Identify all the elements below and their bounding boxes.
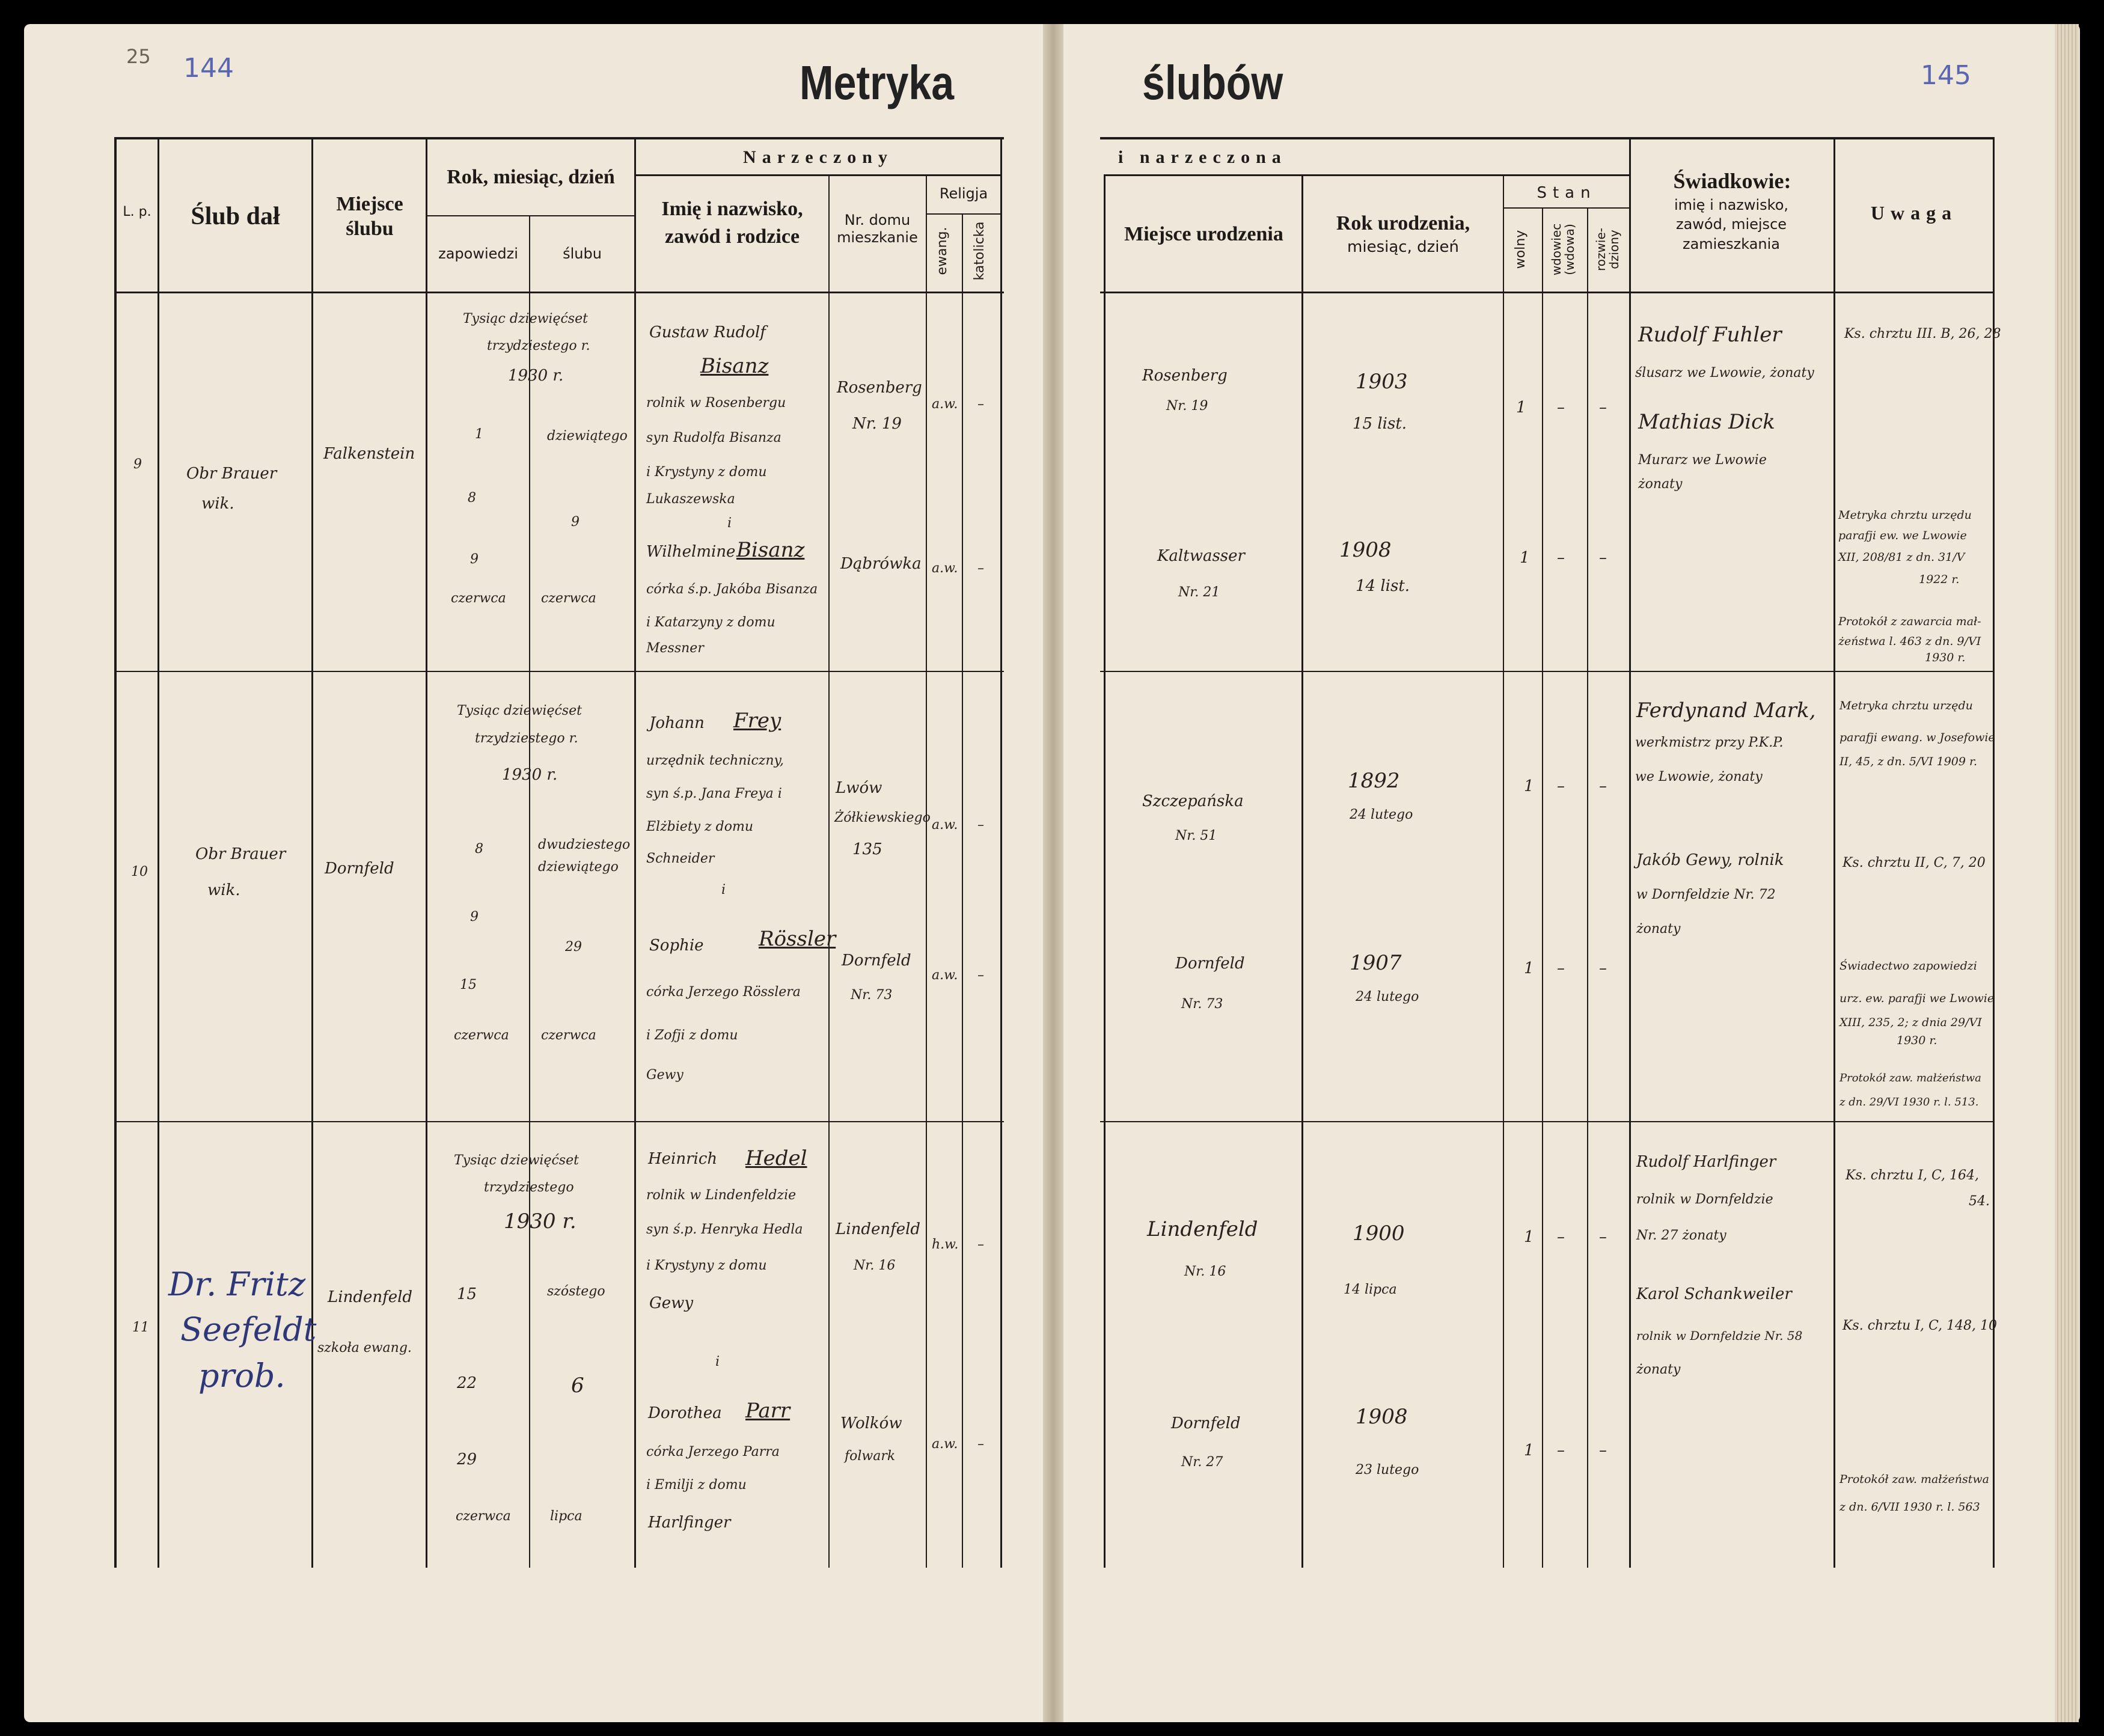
book-gutter [1043, 24, 1063, 1722]
entry-wedding-date: 6 [571, 1374, 584, 1398]
groom-stan-wdowiec: – [1557, 399, 1565, 417]
entry-officiant: wik. [207, 881, 240, 899]
header-rok-urodzenia-sub: miesiąc, dzień [1347, 238, 1459, 256]
bride-details: córka Jerzego Rösslera [646, 985, 801, 1000]
bride-religion: a.w. [932, 561, 958, 576]
groom-stan-wdowiec: – [1557, 1228, 1565, 1246]
conjunction: i [721, 882, 726, 897]
entry-officiant: wik. [201, 495, 234, 513]
groom-details: i Krystyny z domu [646, 1258, 767, 1273]
header-rok-urodzenia: Rok urodzenia, [1336, 212, 1470, 234]
groom-house: Rosenberg [837, 379, 922, 397]
groom-birthplace: Szczepańska [1142, 792, 1244, 810]
witness-name: Jakób Gewy, rolnik [1636, 851, 1784, 869]
column-line [1301, 174, 1303, 1568]
remark: Ks. chrztu I, C, 148, 10 [1843, 1318, 1997, 1333]
bride-birth-date: 14 list. [1356, 577, 1410, 595]
column-line [1000, 137, 1002, 1568]
groom-religion-dash: – [977, 818, 984, 833]
remark: parafji ew. we Lwowie [1838, 529, 1967, 542]
header-katolicka: katolicka [972, 221, 987, 281]
remark: parafji ewang. w Josefowie [1839, 731, 1995, 744]
entry-year: 1930 r. [508, 367, 564, 385]
column-line [1542, 207, 1543, 1568]
groom-birthplace: Nr. 19 [1166, 399, 1208, 414]
remark: Metryka chrztu urzędu [1838, 509, 1972, 522]
entry-year-text: Tysiąc dziewięćset [454, 1153, 579, 1168]
bride-surname: Parr [745, 1399, 791, 1423]
bride-details: Gewy [646, 1068, 683, 1083]
entry-banns: 15 [457, 1285, 477, 1303]
groom-surname: Hedel [745, 1146, 807, 1170]
groom-stan-wdowiec: – [1557, 777, 1565, 795]
column-line [1629, 137, 1631, 1568]
groom-name: Johann [649, 714, 705, 732]
header-miejsce-urodzenia: Miejsce urodzenia [1124, 223, 1283, 245]
bride-birth-year: 1908 [1339, 538, 1392, 562]
witness-details: rolnik w Dornfeldzie Nr. 58 [1636, 1328, 1803, 1343]
bride-religion: a.w. [932, 1437, 958, 1452]
table-top-border [114, 137, 1004, 139]
witness-details: Nr. 27 żonaty [1636, 1228, 1726, 1243]
bride-religion: a.w. [932, 968, 958, 983]
bride-stan-wdowiec: – [1557, 549, 1565, 567]
groom-birth-date: 24 lutego [1350, 807, 1413, 822]
remark: 1922 r. [1919, 573, 1960, 586]
bride-house: Dornfeld [842, 952, 911, 970]
header-imie: Imię i nazwisko, zawód i rodzice [661, 198, 803, 248]
remark: II, 45, z dn. 5/VI 1909 r. [1839, 755, 1978, 768]
bride-details: Harlfinger [648, 1514, 731, 1532]
remark: 1930 r. [1897, 1034, 1937, 1047]
remark: XII, 208/81 z dn. 31/V [1838, 551, 1965, 564]
remark: urz. ew. parafji we Lwowie [1839, 992, 1995, 1005]
groom-religion-dash: – [977, 1237, 984, 1252]
entry-year-text: Tysiąc dziewięćset [463, 311, 588, 326]
header-uwaga: Uwaga [1870, 202, 1958, 224]
groom-details: Schneider [646, 851, 715, 866]
entry-lp: 9 [133, 457, 142, 472]
remark: Świadectwo zapowiedzi [1839, 959, 1977, 973]
bride-details: i Zofji z domu [646, 1028, 738, 1043]
witness-name: Rudolf Harlfinger [1636, 1153, 1776, 1171]
entry-officiant: Dr. Fritz [168, 1265, 306, 1303]
groom-birth-date: 15 list. [1353, 415, 1407, 433]
header-wdowiec: wdowiec (wdowa) [1549, 223, 1577, 276]
column-line [828, 174, 830, 1568]
remark: 54. [1969, 1194, 1990, 1209]
header-miejsce-slubu: Miejsce ślubu [336, 193, 403, 240]
bride-birthplace: Dornfeld [1175, 955, 1245, 973]
witness-name: Mathias Dick [1638, 410, 1775, 434]
groom-details: syn ś.p. Henryka Hedla [646, 1222, 803, 1237]
groom-birth-year: 1892 [1348, 769, 1400, 793]
page-number-left: 144 [183, 53, 234, 84]
entry-wedding-date: szóstego [547, 1284, 605, 1299]
entry-banns: 9 [470, 909, 479, 925]
entry-banns: czerwca [456, 1509, 511, 1524]
bride-house: folwark [845, 1449, 896, 1464]
header-subline [426, 215, 634, 216]
entry-year-text: Tysiąc dziewięćset [457, 703, 582, 718]
bride-details: córka ś.p. Jakóba Bisanza [646, 582, 818, 597]
witness-details: werkmistrz przy P.K.P. [1635, 735, 1784, 750]
groom-house: Lindenfeld [836, 1220, 921, 1238]
groom-religion: a.w. [932, 397, 958, 412]
witness-details: rolnik w Dornfeldzie [1636, 1192, 1773, 1207]
bride-name: Wilhelmine [646, 543, 736, 561]
remark: XIII, 235, 2; z dnia 29/VI [1839, 1016, 1982, 1029]
remark: Ks. chrztu I, C, 164, [1846, 1168, 1980, 1183]
row-divider [114, 1121, 1004, 1122]
bride-details: Messner [646, 641, 704, 656]
groom-birth-date: 14 lipca [1344, 1282, 1397, 1297]
entry-wedding-place: Lindenfeld [328, 1288, 413, 1306]
groom-house: Nr. 16 [854, 1258, 896, 1273]
column-line [529, 215, 530, 1568]
entry-wedding-date: 29 [565, 940, 582, 955]
groom-details: Elżbiety z domu [646, 819, 754, 834]
page-number-small: 25 [126, 45, 151, 68]
entry-lp: 11 [132, 1320, 149, 1335]
bride-house: Dąbrówka [840, 555, 922, 573]
entry-wedding-date: lipca [550, 1509, 583, 1524]
header-nr-domu: Nr. domu mieszkanie [837, 212, 918, 246]
entry-year: 1930 r. [504, 1209, 576, 1233]
bride-details: i Katarzyny z domu [646, 615, 775, 630]
remark: Protokół zaw. małżeństwa [1839, 1072, 1981, 1084]
witness-details: żonaty [1638, 477, 1683, 492]
page-title-left: Metryka [800, 56, 955, 109]
bride-religion-dash: – [977, 1437, 984, 1452]
bride-name: Dorothea [648, 1404, 722, 1422]
row-divider [1100, 1121, 1993, 1122]
row-divider [114, 671, 1004, 672]
header-religja: Religja [939, 185, 988, 202]
column-line [114, 137, 117, 1568]
bride-birth-date: 24 lutego [1356, 989, 1419, 1004]
entry-lp: 10 [131, 864, 148, 879]
groom-name: Heinrich [648, 1150, 718, 1168]
witness-name: Karol Schankweiler [1636, 1285, 1792, 1303]
bride-name: Sophie [649, 937, 704, 955]
header-stan: Stan [1537, 184, 1597, 202]
groom-religion-dash: – [977, 397, 984, 412]
groom-house: 135 [852, 840, 882, 858]
table-top-border [1100, 137, 1993, 139]
entry-banns: czerwca [451, 591, 506, 606]
bride-religion-dash: – [977, 561, 984, 576]
column-line [311, 137, 313, 1568]
entry-wedding-place: Falkenstein [323, 445, 415, 463]
witness-details: w Dornfeldzie Nr. 72 [1636, 887, 1776, 902]
header-rozwiedziony: rozwie-dziony [1594, 228, 1621, 271]
groom-house: Żółkiewskiego [834, 810, 931, 825]
witness-details: ślusarz we Lwowie, żonaty [1635, 365, 1814, 381]
bride-stan-wolny: 1 [1520, 549, 1530, 567]
groom-birthplace: Lindenfeld [1147, 1217, 1258, 1241]
header-slubu: ślubu [563, 245, 602, 262]
witness-name: Ferdynand Mark, [1636, 698, 1816, 723]
bride-house: Wolków [840, 1414, 902, 1432]
groom-details: syn Rudolfa Bisanza [646, 430, 781, 445]
groom-details: syn ś.p. Jana Freya i [646, 786, 782, 801]
column-line [1993, 137, 1995, 1568]
witness-details: żonaty [1636, 921, 1681, 937]
entry-banns: czerwca [454, 1028, 509, 1043]
bride-surname: Bisanz [736, 538, 805, 562]
bride-surname: Rössler [759, 927, 836, 951]
groom-religion: a.w. [932, 818, 958, 833]
column-line [1503, 174, 1504, 1568]
remark: żeństwa l. 463 z dn. 9/VI [1838, 635, 1981, 648]
remark: 1930 r. [1925, 651, 1966, 664]
entry-banns: 22 [457, 1374, 477, 1392]
bride-birthplace: Dornfeld [1171, 1414, 1241, 1432]
entry-officiant: prob. [198, 1357, 286, 1395]
remark: Protokół z zawarcia mał- [1838, 615, 1981, 628]
groom-birthplace: Nr. 16 [1184, 1264, 1226, 1279]
bride-house: Nr. 73 [851, 988, 893, 1003]
bride-religion-dash: – [977, 968, 984, 983]
header-i-narzeczona: i narzeczona [1118, 147, 1287, 167]
remark: z dn. 6/VII 1930 r. l. 563 [1839, 1500, 1980, 1514]
groom-stan-rozwiedziony: – [1599, 777, 1607, 795]
header-slub-dal: Ślub dał [191, 203, 280, 230]
bride-stan-wdowiec: – [1557, 1441, 1565, 1459]
header-ewang: ewang. [935, 227, 950, 275]
witness-details: Murarz we Lwowie [1638, 453, 1767, 468]
groom-birthplace: Rosenberg [1142, 367, 1228, 385]
bride-stan-wolny: 1 [1524, 959, 1534, 977]
bride-birthplace: Nr. 21 [1178, 585, 1220, 600]
bride-birth-date: 23 lutego [1356, 1462, 1419, 1478]
row-divider [1100, 671, 1993, 672]
header-bottom-border [1100, 292, 1993, 293]
header-lp: L. p. [123, 204, 151, 219]
entry-year-text: trzydziestego [484, 1180, 574, 1195]
page-number-right: 145 [1921, 60, 1971, 91]
column-line [634, 137, 636, 1568]
header-zapowiedzi: zapowiedzi [438, 245, 518, 262]
witness-details: żonaty [1636, 1362, 1681, 1377]
entry-officiant: Seefeldt [180, 1310, 317, 1348]
page-title-right: ślubów [1142, 56, 1283, 109]
entry-officiant: Obr Brauer [195, 845, 286, 863]
bride-birth-year: 1907 [1350, 951, 1402, 975]
header-rok: Rok, miesiąc, dzień [447, 166, 615, 188]
bride-stan-rozwiedziony: – [1599, 959, 1607, 977]
witness-name: Rudolf Fuhler [1638, 323, 1782, 347]
witness-details: we Lwowie, żonaty [1635, 769, 1763, 784]
header-subline [634, 174, 1002, 176]
entry-wedding-date: dziewiątego [547, 429, 628, 444]
remark: Metryka chrztu urzędu [1839, 699, 1973, 712]
entry-year-text: trzydziestego r. [475, 731, 578, 746]
column-line [426, 137, 427, 1568]
groom-details: i Krystyny z domu [646, 465, 767, 480]
entry-officiant: Obr Brauer [186, 465, 277, 483]
header-bottom-border [114, 292, 1004, 293]
groom-details: Gewy [649, 1294, 694, 1312]
groom-details: rolnik w Rosenbergu [646, 396, 786, 411]
bride-birthplace: Kaltwasser [1157, 547, 1245, 565]
entry-banns: 9 [470, 552, 479, 567]
remark: z dn. 29/VI 1930 r. l. 513. [1839, 1096, 1979, 1108]
bride-stan-rozwiedziony: – [1599, 549, 1607, 567]
header-swiadkowie: Świadkowie: [1673, 169, 1791, 193]
bride-stan-wdowiec: – [1557, 959, 1565, 977]
column-line [1833, 137, 1835, 1568]
groom-stan-rozwiedziony: – [1599, 1228, 1607, 1246]
entry-banns: 29 [457, 1450, 477, 1469]
groom-name: Gustaw Rudolf [649, 323, 766, 341]
bride-birth-year: 1908 [1356, 1405, 1408, 1429]
groom-stan-wolny: 1 [1516, 399, 1526, 417]
groom-surname: Frey [733, 709, 781, 733]
header-swiadkowie-sub: imię i nazwisko, zawód, miejsce zamieszkania [1674, 197, 1789, 252]
bride-details: córka Jerzego Parra [646, 1444, 780, 1459]
bride-details: i Emilji z domu [646, 1478, 747, 1493]
groom-birthplace: Nr. 51 [1175, 828, 1217, 843]
entry-banns: 1 [475, 427, 483, 442]
bride-birthplace: Nr. 27 [1181, 1455, 1223, 1470]
remark: Ks. chrztu II, C, 7, 20 [1843, 855, 1986, 870]
entry-wedding-place: szkoła ewang. [317, 1340, 412, 1355]
groom-stan-wolny: 1 [1524, 1228, 1534, 1246]
column-line [962, 213, 963, 1568]
groom-stan-wolny: 1 [1524, 777, 1534, 795]
column-line [926, 174, 927, 1568]
groom-details: urzędnik techniczny, [646, 753, 784, 768]
header-wolny: wolny [1513, 230, 1528, 269]
bride-stan-wolny: 1 [1524, 1441, 1534, 1459]
entry-banns: 8 [475, 842, 483, 857]
entry-wedding-date: dwudziestego [538, 837, 631, 852]
entry-year-text: trzydziestego r. [487, 338, 590, 353]
entry-wedding-place: Dornfeld [325, 860, 394, 878]
column-line [1104, 174, 1106, 1568]
header-subline [926, 213, 1002, 215]
entry-banns: 15 [460, 977, 477, 992]
column-line [157, 137, 159, 1568]
page-edge [2055, 24, 2079, 1722]
groom-details: rolnik w Lindenfeldzie [646, 1188, 797, 1203]
groom-religion: h.w. [932, 1237, 959, 1252]
entry-year: 1930 r. [502, 766, 558, 784]
header-subline [1503, 207, 1630, 209]
entry-wedding-date: czerwca [541, 591, 596, 606]
conjunction: i [727, 516, 732, 531]
groom-surname: Bisanz [700, 354, 769, 378]
header-subline [1104, 174, 1630, 176]
groom-house: Lwów [836, 779, 882, 797]
bride-stan-rozwiedziony: – [1599, 1441, 1607, 1459]
bride-birthplace: Nr. 73 [1181, 997, 1223, 1012]
groom-birth-year: 1900 [1353, 1221, 1405, 1245]
groom-house: Nr. 19 [852, 415, 902, 433]
groom-details: Lukaszewska [646, 492, 735, 507]
entry-wedding-date: czerwca [541, 1028, 596, 1043]
remark: Ks. chrztu III. B, 26, 28 [1844, 326, 2001, 341]
entry-wedding-date: 9 [571, 515, 580, 530]
conjunction: i [715, 1354, 720, 1369]
entry-banns: 8 [468, 491, 476, 506]
groom-stan-rozwiedziony: – [1599, 399, 1607, 417]
header-narzeczony: Narzeczony [743, 147, 893, 167]
groom-birth-year: 1903 [1356, 370, 1408, 394]
column-line [1587, 207, 1588, 1568]
remark: Protokół zaw. małżeństwa [1839, 1473, 1989, 1486]
entry-wedding-date: dziewiątego [538, 860, 619, 875]
